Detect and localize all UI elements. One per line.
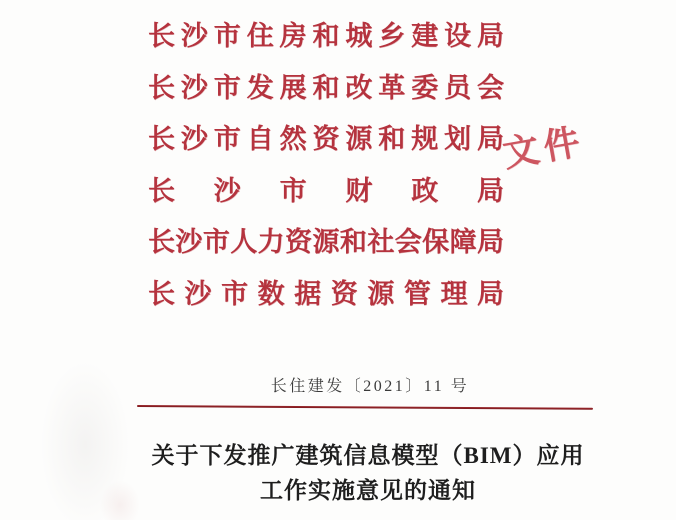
issuer-line-finance-bureau: 长沙市财政局	[148, 175, 504, 206]
issuer-line-development-reform: 长沙市发展和改革委员会	[148, 72, 504, 103]
issuer-line-natural-resources: 长沙市自然资源和规划局	[148, 124, 504, 154]
wenjian-label: 文件	[499, 121, 588, 175]
document-title	[110, 438, 626, 508]
issuer-line-housing-bureau: 长沙市住房和城乡建设局	[148, 21, 504, 51]
doc-number: 长住建发〔2021〕11 号	[270, 378, 470, 395]
issuer-list	[148, 11, 504, 320]
issuer-line-data-resources: 长沙市数据资源管理局	[148, 278, 504, 309]
issuer-line-human-resources: 长沙市人力资源和社会保障局	[148, 227, 504, 257]
red-divider-line	[137, 405, 593, 410]
title-line-2: 工作实施意见的通知	[260, 478, 476, 503]
title-line-1: 关于下发推广建筑信息模型（BIM）应用	[151, 443, 585, 468]
